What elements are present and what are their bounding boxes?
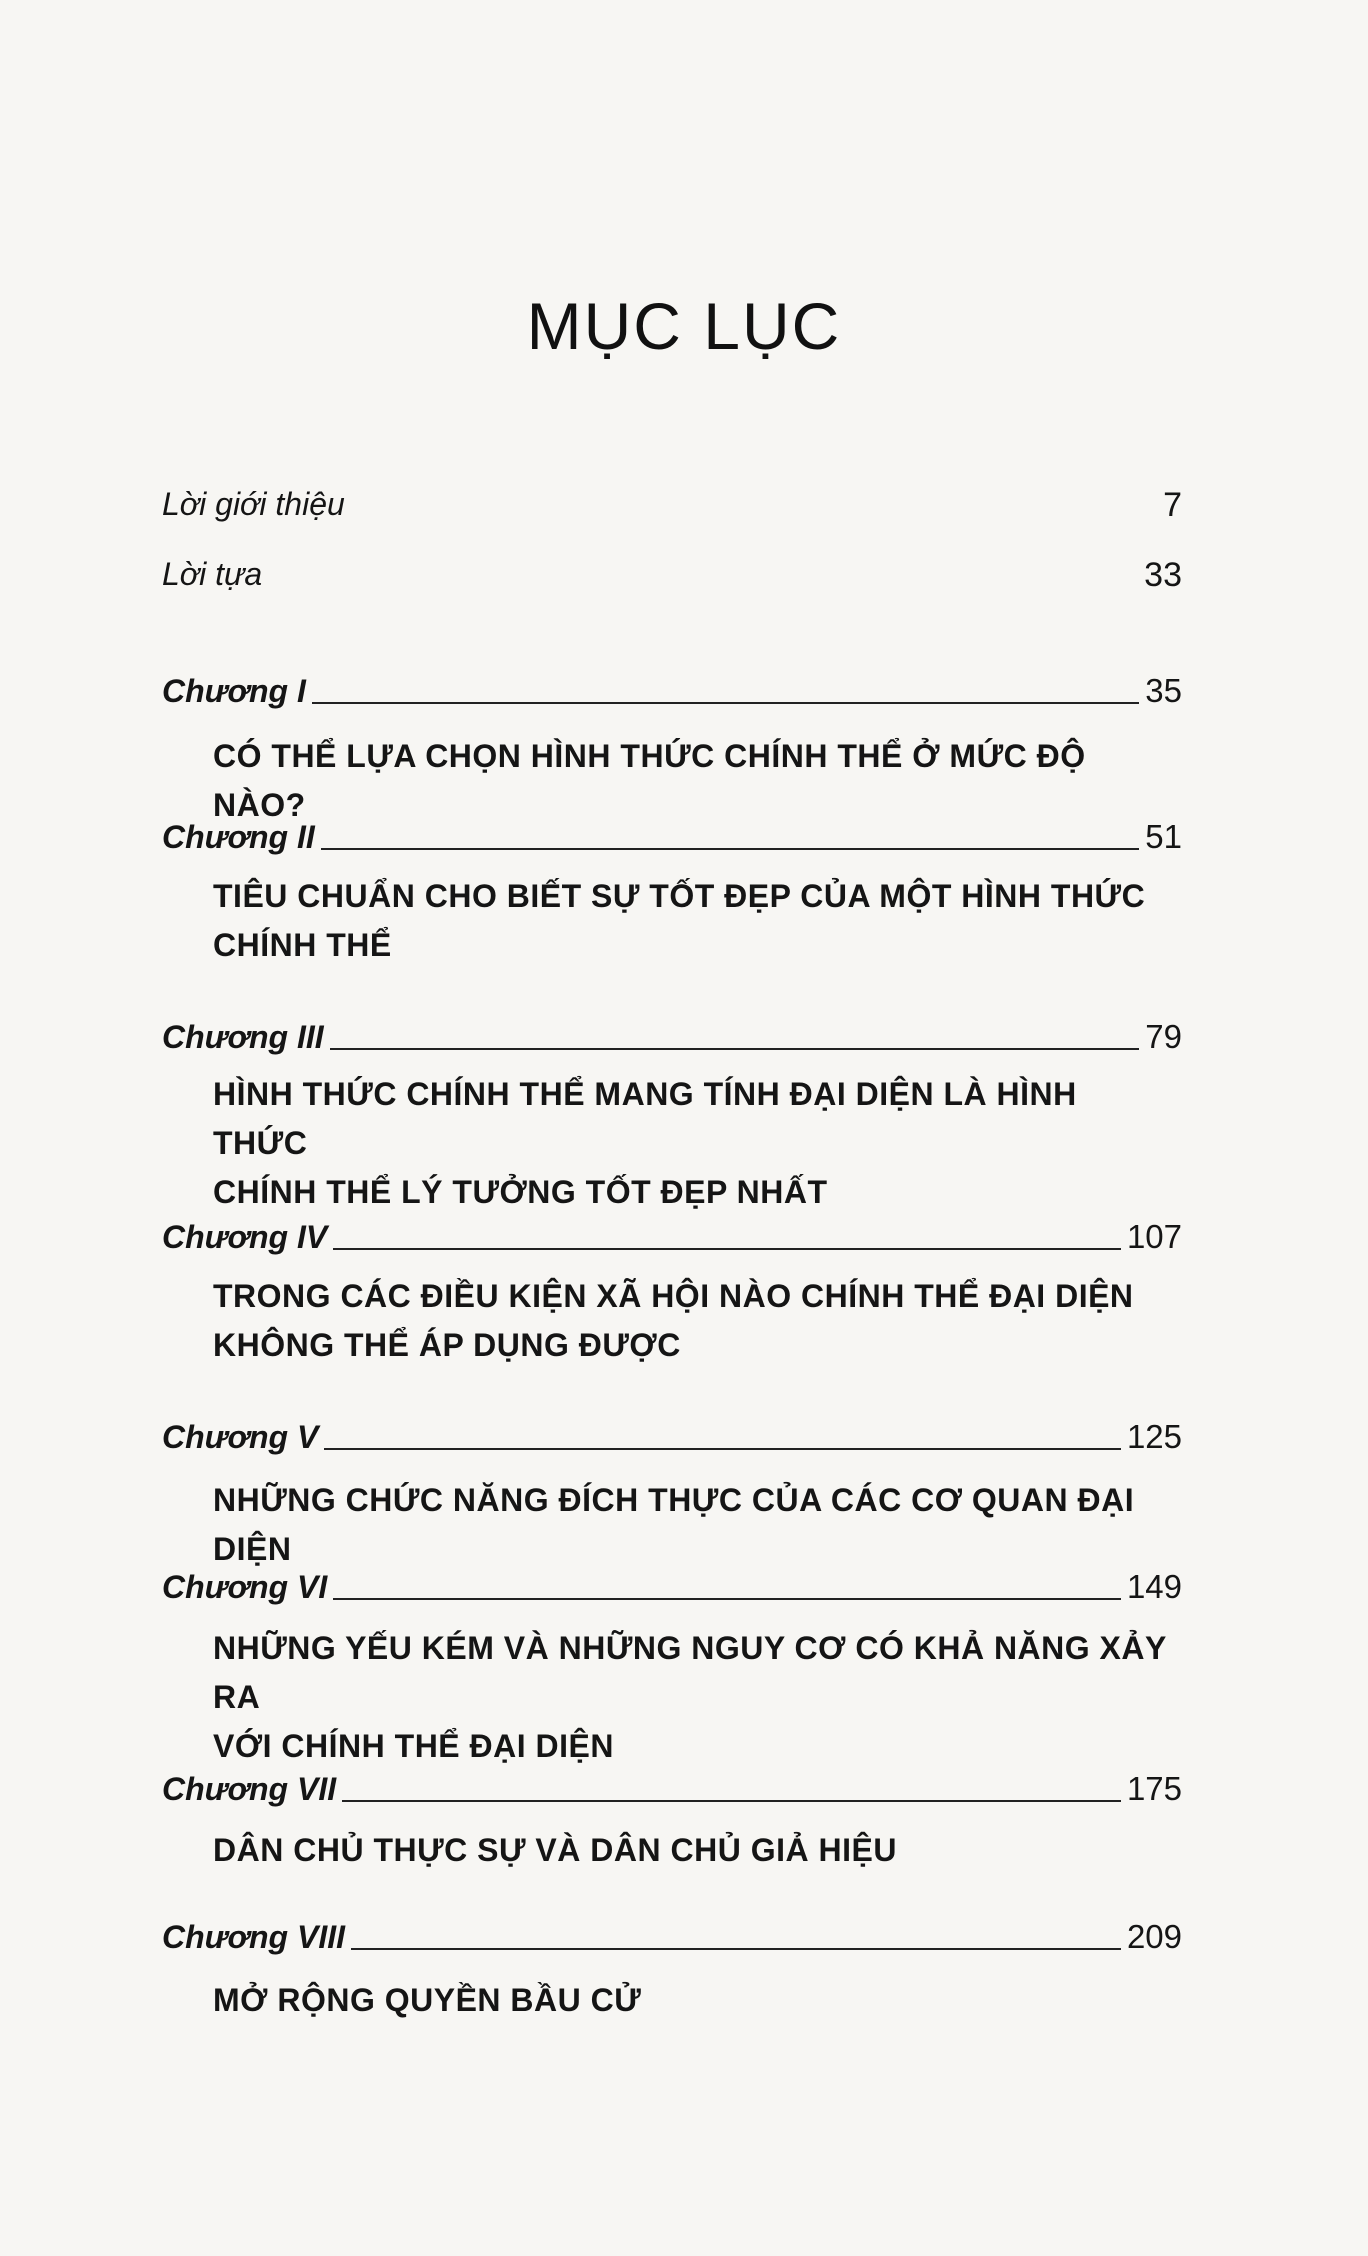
chapter-title-line: MỞ RỘNG QUYỀN BẦU CỬ <box>213 1982 642 2018</box>
chapter-title-line: NHỮNG YẾU KÉM VÀ NHỮNG NGUY CƠ CÓ KHẢ NĂNG XẢY RA <box>213 1630 1167 1715</box>
dotted-leader <box>351 1948 1121 1950</box>
chapter-row <box>162 1010 1182 1056</box>
chapter-row <box>162 1910 1182 1956</box>
chapter-title-line: DÂN CHỦ THỰC SỰ VÀ DÂN CHỦ GIẢ HIỆU <box>213 1832 897 1868</box>
entry-label: Lời tựa <box>162 556 263 592</box>
dotted-leader <box>342 1800 1121 1802</box>
chapter-title-line: CÓ THỂ LỰA CHỌN HÌNH THỨC CHÍNH THỂ Ở MỨC ĐỘ NÀO? <box>213 738 1086 823</box>
entry-label: Lời giới thiệu <box>162 486 345 522</box>
chapter-page: 51 <box>1145 818 1182 855</box>
entry-page: 7 <box>1163 486 1182 524</box>
chapter-row <box>162 1210 1182 1256</box>
dotted-leader <box>333 1248 1121 1250</box>
chapter-label: Chương VI <box>162 1569 328 1605</box>
chapter-label: Chương III <box>162 1019 324 1055</box>
chapter-page: 149 <box>1126 1568 1182 1605</box>
chapter-page: 107 <box>1126 1218 1182 1255</box>
chapter-label: Chương II <box>162 819 315 855</box>
chapter-row <box>162 664 1182 710</box>
chapter-title <box>213 1976 1173 2025</box>
chapter-title <box>213 1826 1173 1875</box>
chapter-title-line: TRONG CÁC ĐIỀU KIỆN XÃ HỘI NÀO CHÍNH THỂ ĐẠI DIỆN <box>213 1278 1134 1314</box>
chapter-title-line: NHỮNG CHỨC NĂNG ĐÍCH THỰC CỦA CÁC CƠ QUAN ĐẠI DIỆN <box>213 1482 1135 1567</box>
page-title: MỤC LỤC <box>526 289 842 363</box>
chapter-page: 35 <box>1145 672 1182 709</box>
chapter-title <box>213 872 1173 970</box>
chapter-title-line: KHÔNG THỂ ÁP DỤNG ĐƯỢC <box>213 1327 681 1363</box>
chapter-page: 125 <box>1126 1418 1182 1455</box>
chapter-page: 175 <box>1126 1770 1182 1807</box>
chapter-label: Chương VII <box>162 1771 337 1807</box>
chapter-title-line: VỚI CHÍNH THỂ ĐẠI DIỆN <box>213 1728 614 1764</box>
dotted-leader <box>324 1448 1121 1450</box>
chapter-row <box>162 1762 1182 1808</box>
chapter-title <box>213 1624 1173 1771</box>
chapter-title <box>213 1070 1173 1217</box>
chapter-page: 209 <box>1126 1918 1182 1955</box>
chapter-row <box>162 1560 1182 1606</box>
chapter-label: Chương I <box>162 673 306 709</box>
dotted-leader <box>333 1598 1121 1600</box>
chapter-label: Chương V <box>162 1419 319 1455</box>
entry-page: 33 <box>1144 556 1182 594</box>
chapter-title-line: TIÊU CHUẨN CHO BIẾT SỰ TỐT ĐẸP CỦA MỘT HÌNH THỨC <box>213 878 1146 914</box>
dotted-leader <box>330 1048 1140 1050</box>
chapter-page: 79 <box>1145 1018 1182 1055</box>
chapter-title-line: HÌNH THỨC CHÍNH THỂ MANG TÍNH ĐẠI DIỆN LÀ HÌNH THỨC <box>213 1076 1077 1161</box>
chapter-label: Chương VIII <box>162 1919 345 1955</box>
chapter-title <box>213 1272 1173 1370</box>
chapter-title-line: CHÍNH THỂ LÝ TƯỞNG TỐT ĐẸP NHẤT <box>213 1174 828 1210</box>
chapter-row <box>162 810 1182 856</box>
toc-entry-preface <box>162 556 1182 593</box>
dotted-leader <box>321 848 1140 850</box>
toc-entry-intro <box>162 486 1182 523</box>
chapter-row <box>162 1410 1182 1456</box>
dotted-leader <box>312 702 1139 704</box>
chapter-label: Chương IV <box>162 1219 328 1255</box>
chapter-title-line: CHÍNH THỂ <box>213 927 392 963</box>
